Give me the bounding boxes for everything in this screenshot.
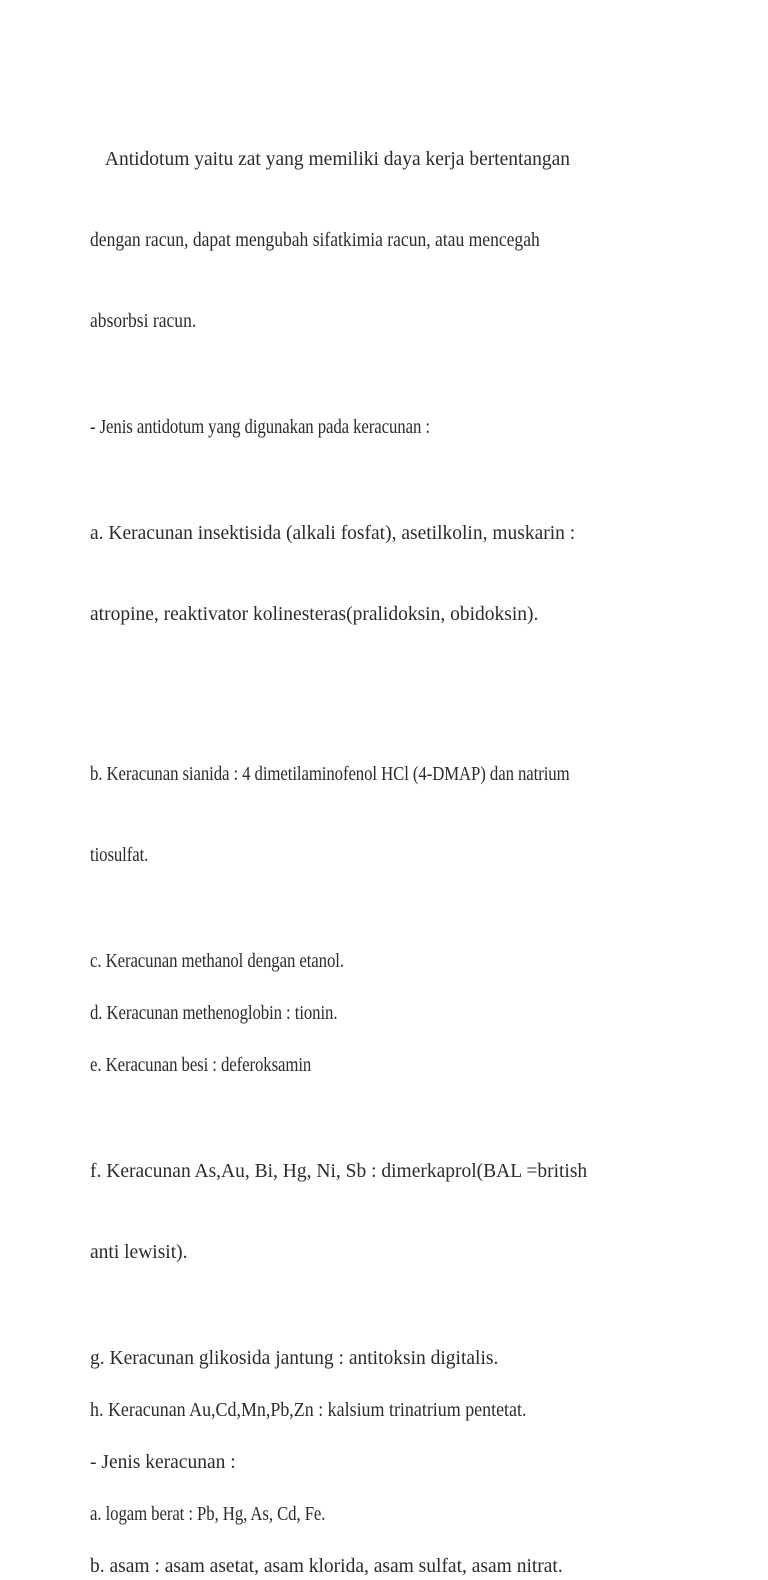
paragraph-line: dengan racun, dapat mengubah sifatkimia racun, atau mencegah <box>90 230 540 251</box>
paragraph-item-b-sianida <box>90 707 676 923</box>
paragraph-item-h-pentetat: h. Keracunan Au,Cd,Mn,Pb,Zn : kalsium trinatrium pentetat. <box>90 1400 527 1421</box>
paragraph-poison-b-asam: b. asam : asam asetat, asam klorida, asam sulfat, asam nitrat. <box>90 1556 563 1577</box>
paragraph-item-d-methenoglobin: d. Keracunan methenoglobin : tionin. <box>90 1003 338 1024</box>
document-body <box>90 92 676 1580</box>
paragraph-item-f-dimerkaprol <box>90 1104 676 1320</box>
paragraph-poison-a-logam-berat: a. logam berat : Pb, Hg, As, Cd, Fe. <box>90 1504 326 1525</box>
paragraph-line: absorbsi racun. <box>90 311 197 332</box>
paragraph-line: b. Keracunan sianida : 4 dimetilaminofenol HCl (4-DMAP) dan natrium <box>90 764 570 785</box>
paragraph-item-e-besi: e. Keracunan besi : deferoksamin <box>90 1055 312 1076</box>
heading-jenis-keracunan: - Jenis keracunan : <box>90 1452 236 1473</box>
paragraph-item-c-methanol: c. Keracunan methanol dengan etanol. <box>90 951 344 972</box>
paragraph-line: anti lewisit). <box>90 1242 188 1263</box>
paragraph-line: Antidotum yaitu zat yang memiliki daya kerja bertentangan <box>100 149 571 170</box>
paragraph-intro <box>90 92 676 389</box>
paragraph-item-a-insektisida <box>90 466 676 682</box>
paragraph-line: atropine, reaktivator kolinesteras(pralidoksin, obidoksin). <box>90 604 539 625</box>
paragraph-line: tiosulfat. <box>90 845 149 866</box>
heading-jenis-antidotum: - Jenis antidotum yang digunakan pada keracunan : <box>90 417 430 438</box>
paragraph-line: f. Keracunan As,Au, Bi, Hg, Ni, Sb : dimerkaprol(BAL =british <box>90 1161 588 1182</box>
paragraph-item-g-glikosida: g. Keracunan glikosida jantung : antitoksin digitalis. <box>90 1348 499 1369</box>
paragraph-line: a. Keracunan insektisida (alkali fosfat), asetilkolin, muskarin : <box>90 523 576 544</box>
